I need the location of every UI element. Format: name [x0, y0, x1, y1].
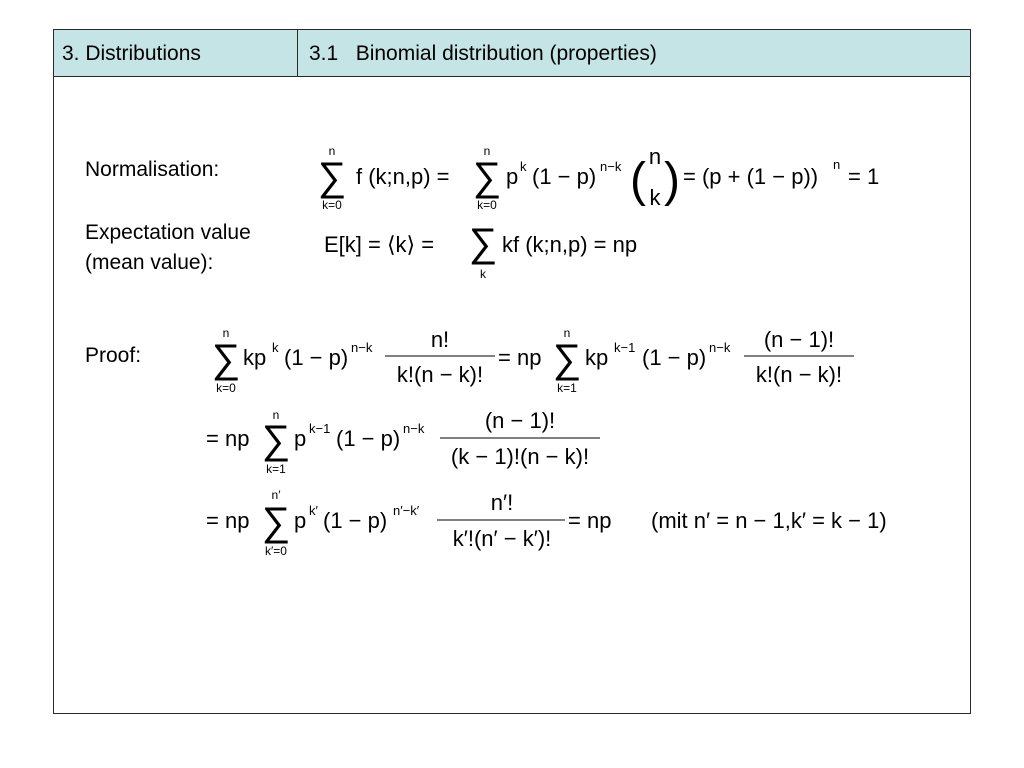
header-divider [297, 30, 298, 77]
sum-symbol: ∑ [261, 418, 291, 462]
binomial-right-paren: ) [664, 154, 680, 207]
term-base: (1 − p) [336, 426, 401, 451]
proof-line-2 [200, 404, 620, 484]
sum-upper-limit: n [272, 408, 280, 422]
term-base: (1 − p) [323, 508, 388, 533]
sum-lower-limit: k=1 [557, 381, 577, 395]
term-base: p [506, 164, 519, 189]
fraction-numerator: (n − 1)! [484, 408, 556, 433]
term-exponent: k [272, 340, 279, 355]
fraction-denominator: (k − 1)!(n − k)! [450, 444, 590, 469]
term-base: (1 − p) [532, 164, 597, 189]
equals-np: = np [206, 508, 250, 533]
subsection-title: 3.1 Binomial distribution (properties) [309, 42, 657, 65]
rhs-exponent: n [833, 157, 841, 172]
sum-upper-limit: n [563, 326, 571, 340]
term-base: p [294, 426, 307, 451]
term-exponent: k−1 [614, 340, 636, 355]
sum-symbol: ∑ [552, 337, 582, 381]
sum-upper-limit: n [222, 326, 230, 340]
fraction-denominator: k!(n − k)! [755, 362, 843, 387]
sum-lower-limit: k [480, 267, 486, 281]
term-exponent: n−k [709, 340, 731, 355]
rhs-result: = 1 [848, 164, 880, 189]
sum-symbol: ∑ [261, 500, 291, 544]
sum-symbol: ∑ [317, 155, 347, 199]
pmf-term: f (k;n,p) = [356, 164, 450, 189]
term-exponent: k−1 [309, 421, 331, 436]
sum-lower-limit: k=0 [322, 198, 342, 212]
term-exponent: k′ [309, 503, 318, 518]
term-exponent: n−k [403, 421, 425, 436]
term-exponent: n−k [600, 159, 622, 174]
normalisation-label: Normalisation: [85, 158, 220, 181]
binomial-bottom: k [649, 185, 661, 210]
term-exponent: k [520, 159, 527, 174]
term-base: p [294, 508, 307, 533]
binomial-top: n [648, 144, 662, 169]
fraction-numerator: n! [430, 327, 450, 352]
term-base: kp [243, 345, 267, 370]
sum-symbol: ∑ [211, 337, 241, 381]
fraction-denominator: k!(n − k)! [396, 362, 484, 387]
sum-upper-limit: n [328, 144, 336, 158]
term-base: kp [585, 345, 609, 370]
sum-symbol: ∑ [468, 221, 498, 265]
fraction-denominator: k′!(n′ − k′)! [452, 526, 552, 551]
sum-symbol: ∑ [472, 155, 502, 199]
section-title: 3. Distributions [62, 42, 201, 65]
proof-label: Proof: [85, 344, 142, 367]
sum-lower-limit: k=0 [477, 198, 497, 212]
expectation-label-line1: Expectation value [85, 221, 251, 244]
fraction-numerator: (n − 1)! [763, 327, 835, 352]
sum-upper-limit: n [483, 144, 491, 158]
binomial-left-paren: ( [630, 154, 646, 207]
sum-lower-limit: k′=0 [265, 544, 287, 558]
header-bar [54, 30, 970, 77]
sum-upper-limit: n′ [271, 488, 281, 502]
expectation-lhs: E[k] = ⟨k⟩ = [324, 232, 435, 257]
term-exponent: n′−k′ [393, 503, 420, 518]
proof-line-3 [200, 486, 940, 566]
substitution-note: (mit n′ = n − 1,k′ = k − 1) [651, 508, 887, 533]
fraction-numerator: n′! [490, 490, 514, 515]
equals-np-result: = np [568, 508, 612, 533]
normalisation-formula [300, 135, 900, 220]
rhs-expression: = (p + (1 − p)) [683, 164, 819, 189]
expectation-rhs: kf (k;n,p) = np [502, 232, 638, 257]
equals-np: = np [498, 345, 542, 370]
term-base: (1 − p) [284, 345, 349, 370]
proof-line-1 [200, 322, 880, 402]
term-base: (1 − p) [642, 345, 707, 370]
expectation-label-line2: (mean value): [85, 251, 214, 274]
sum-lower-limit: k=1 [266, 462, 286, 476]
equals-np: = np [206, 426, 250, 451]
sum-lower-limit: k=0 [216, 381, 236, 395]
term-exponent: n−k [351, 340, 373, 355]
expectation-formula [320, 220, 720, 286]
